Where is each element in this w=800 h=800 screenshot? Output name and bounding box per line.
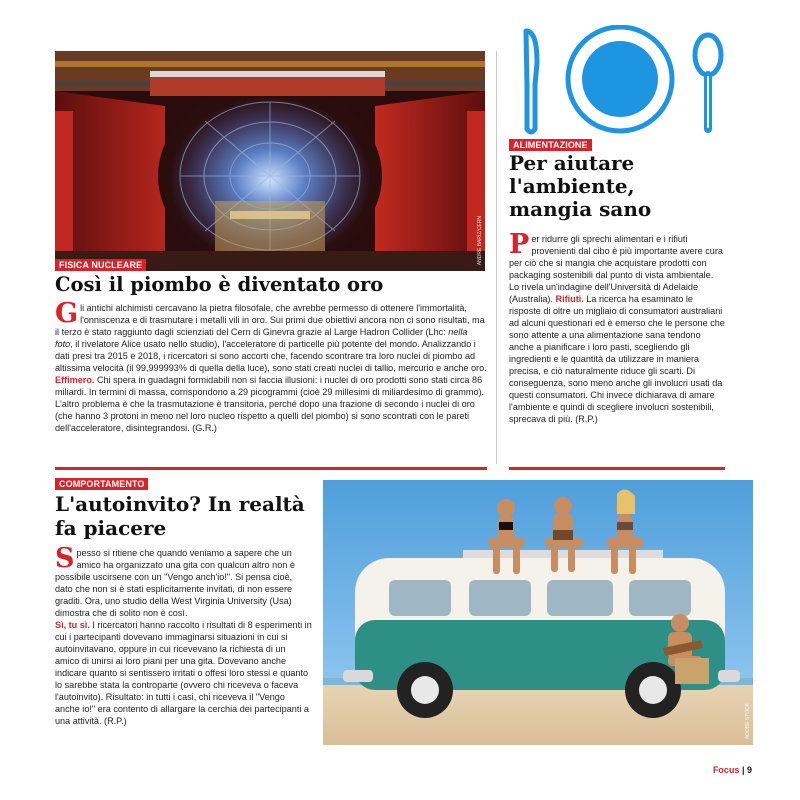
section-kicker-food: ALIMENTAZIONE	[509, 139, 592, 151]
photo-credit: ADOBE STOCK	[745, 702, 751, 739]
van-beach-photo	[323, 480, 753, 745]
photo-credit: ANDRE BARIZ/CERN	[477, 215, 483, 265]
section-kicker-physics: FISICA NUCLEARE	[55, 259, 146, 271]
run-in-head: Rifiuti.	[555, 294, 584, 304]
alice-detector-photo	[55, 51, 485, 271]
page-number: 9	[746, 765, 752, 775]
section-rule	[55, 467, 487, 470]
column-divider	[496, 51, 497, 464]
dropcap: P	[509, 229, 530, 260]
plate-cutlery-icon	[510, 25, 730, 137]
section-rule	[509, 467, 725, 470]
headline-behaviour: L'autoinvito? In realtà fa piacere	[55, 492, 305, 540]
run-in-head: Sì, tu sì.	[55, 620, 90, 630]
headline-physics: Così il piombo è diventato oro	[55, 273, 384, 296]
body-behaviour: Spesso si ritiene che quando veniamo a sapere che un amico ha organizzato una gita con qualcun altro non è possibile uscirsene con un "Vengo anch'io!". Si pensa cioè, dato che non si è stati esplicitamente invitati, di non essere graditi. Ora, uno studio della West Virginia University (Usa) dimostra che di solito non è così. Sì, tu sì. I ricercatori hanno raccolto i risultati di 8 esperimenti in cui i partecipanti dovevano immaginarsi situazioni in cui si autoinvitavano, oppure in cui ricevevano la richiesta di un amico di unirsi ai loro piani per una gita. Dovevano anche indicare quanto si sentissero irritati o offesi loro stessi e quanto lo sarebbe stata la controparte (ovvero chi riceveva o faceva l'autoinvito). Risultato: in tutti i casi, chi riceveva il "Vengo anche io!" era contento di allargare la cerchia dei partecipanti a una attività. (R.P.)	[55, 543, 312, 726]
run-in-head: Effimero.	[55, 375, 95, 385]
dropcap: S	[55, 543, 75, 574]
magazine-brand: Focus	[712, 765, 740, 775]
section-kicker-behaviour: COMPORTAMENTO	[55, 478, 148, 490]
dropcap: G	[55, 298, 79, 329]
body-physics: Gli antichi alchimisti cercavano la pietra filosofale, che avrebbe permesso di ottenere l'immortalità, l'onniscenza e di trasmutare i metalli vili in oro. Sui primi due obiettivi ancora non ci sono risultati, ma il terzo è stato raggiunto dagli scienziati del Cern di Ginevra grazie al Large Hadron Collider (Lhc: nella foto, il rivelatore Alice usato nello studio), l'acceleratore di particelle più potente del mondo. Analizzando i dati presi tra 2015 e 2018, i ricercatori si sono accorti che, facendo scontrare tra loro nuclei di piombo ad altissima velocità (il 99,999993% di quella della luce), sono stati creati nuclei di tallio, mercurio e anche oro. Effimero. Chi spera in guadagni formidabili non si faccia illusioni: i nuclei di oro prodotti sono stati circa 86 miliardi. In termini di massa, corrispondono a 29 picogrammi (cioè 29 millesimi di miliardesimo di grammo). L'altro problema è che la trasmutazione è transitoria, perché dopo una frazione di secondo i nuclei di oro (che hanno 3 protoni in meno nel loro nucleo rispetto a quelli del piombo) si sono scontrati con le pareti dell'acceleratore, disintegrandosi. (G.R.)	[55, 298, 487, 433]
headline-food: Per aiutare l'ambiente, mangia sano	[509, 151, 652, 221]
body-food: Per ridurre gli sprechi alimentari e i rifiuti provenienti dal cibo è più importante avere cura per ciò che si mangia che acquistare prodotti con packaging sostenibili dal punto di vista ambientale. Lo rivela un'indagine dell'Università di Adelaide (Australia). Rifiuti. La ricerca ha esaminato le risposte di oltre un migliaio di consumatori australiani ad alcuni questionari ed è emerso che le persone che sono attente a una alimentazione sana tendono anche a pianificare i loro pasti, scegliendo gli ingredienti e le quantità da utilizzare in maniera precisa, e ciò naturalmente riduce gli scarti. Di conseguenza, sono meno anche gli involucri usati da questi consumatori. Chi invece dichiarava di amare l'ambiente e quindi di scegliere involucri sostenibili, sprecava di più. (R.P.)	[509, 229, 725, 424]
page-footer: Focus | 9	[712, 765, 752, 775]
